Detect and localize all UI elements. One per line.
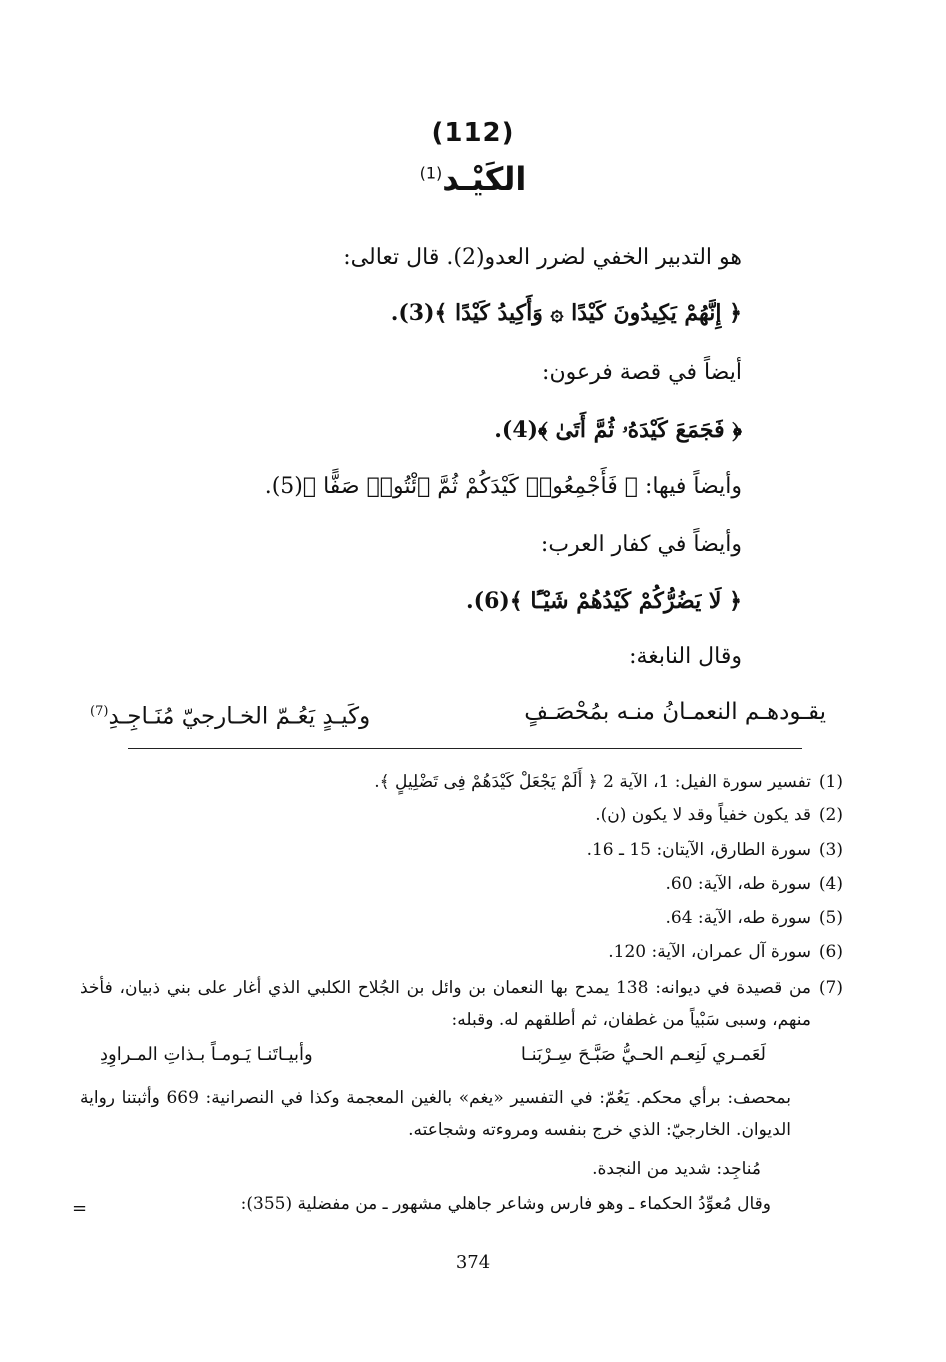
poem-hemistich-1: يقـودهـم النعمـانُ منـه بمُحْصَـفٍ	[524, 699, 826, 725]
footnote-number: (6)	[818, 942, 843, 962]
footnote-number: (2)	[818, 805, 843, 825]
footnote-text: سورة طه، الآية: 60.	[665, 874, 811, 894]
footnote-text: قد يكون خفياً وقد لا يكون (ن).	[595, 805, 811, 825]
footnote-7	[80, 972, 843, 1036]
footnote-number: (7)	[818, 978, 843, 998]
footnote-5	[80, 902, 843, 934]
footnote-3	[80, 834, 843, 866]
footnote-4	[80, 868, 843, 900]
body-line-pharaoh: أيضاً في قصة فرعون:	[542, 360, 742, 385]
footnote-text: سورة آل عمران، الآية: 120.	[608, 942, 811, 962]
footnote-7-hemistich-2: وأبيـاتَنـا يَـومـاً بـذاتِ المـراوِدِ	[100, 1044, 313, 1065]
poem-hemistich-2: وكَيـدٍ يَعُـمّ الخـارجيّ مُنَـاجِـدِ	[108, 703, 371, 730]
footnote-text: تفسير سورة الفيل: 1، الآية 2 ﴿ أَلَمْ يَجْعَلْ كَيْدَهُمْ فِى تَضْلِيلٍ ﴾.	[374, 772, 811, 792]
definition-line: هو التدبير الخفي لضرر العدو(2). قال تعالى:	[343, 245, 742, 270]
entry-title	[0, 160, 946, 198]
body-line-nabigha: وقال النابغة:	[629, 644, 742, 669]
entry-number: (112)	[431, 118, 515, 148]
footnote-text: سورة الطارق، الآيتان: 15 ـ 16.	[586, 840, 811, 860]
body-line-also: وأيضاً فيها: ﴿ فَأَجْمِعُوا۟ كَيْدَكُمْ ثُمَّ ٱئْتُوا۟ صَفًّا ﴾(5).	[264, 474, 742, 499]
page-number: 374	[455, 1252, 491, 1273]
quran-verse-3: ﴿ لَا يَضُرُّكُمْ كَيْدُهُمْ شَيْـًٔا ﴾(6).	[465, 588, 742, 614]
body-line-arabs: وأيضاً في كفار العرب:	[540, 532, 742, 557]
footnote-6	[80, 936, 843, 968]
footnote-7-gloss-end: مُناجِد: شديد من النجدة.	[592, 1159, 761, 1179]
footnote-7-gloss: بمحصف: برأي محكم. يَعُمّ: في التفسير «يغم» بالغين المعجمة وكذا في النصرانية: 669 وأثبتنا رواية الديوان. الخارجيّ: الذي خرج بنفسه ومروءته وشجاعته.	[80, 1088, 791, 1140]
poem-hemistich-2-wrap	[90, 696, 370, 733]
footnote-text: سورة طه، الآية: 64.	[665, 908, 811, 928]
footnote-number: (5)	[818, 908, 843, 928]
continuation-mark: =	[72, 1198, 88, 1219]
footnote-number: (1)	[818, 772, 843, 792]
footnote-text: من قصيدة في ديوانه: 138 يمدح بها النعمان بن وائل بن الجُلاح الكلبي الذي أغار على بني ذبيان، فأخذ منهم، وسبى سَبْياً من غطفان، ثم أطلقهم له. وقبله:	[80, 978, 811, 1030]
entry-title-note: (1)	[419, 163, 443, 183]
poem-note: (7)	[90, 704, 109, 719]
footnote-separator	[128, 748, 802, 749]
footnote-number: (3)	[818, 840, 843, 860]
footnote-1	[80, 766, 843, 798]
quran-verse-1: ﴿ إِنَّهُمْ يَكِيدُونَ كَيْدًا ۞ وَأَكِيدُ كَيْدًا ﴾(3).	[390, 300, 742, 326]
footnote-7-hemistich-1: لَعَمـري لَنِعـم الحـيُّ صَبَّـحَ سِـرْبَنـا	[520, 1044, 766, 1065]
footnote-number: (4)	[818, 874, 843, 894]
footnote-2	[80, 799, 843, 831]
footnote-7-continuation: وقال مُعوِّدُ الحكماء ـ وهو فارس وشاعر جاهلي مشهور ـ من مفضلية (355):	[240, 1194, 771, 1214]
quran-verse-2: ﴿ فَجَمَعَ كَيْدَهُۥ ثُمَّ أَتَىٰ ﴾(4).	[494, 417, 742, 443]
entry-title-text: الكَيْـد	[442, 160, 527, 198]
